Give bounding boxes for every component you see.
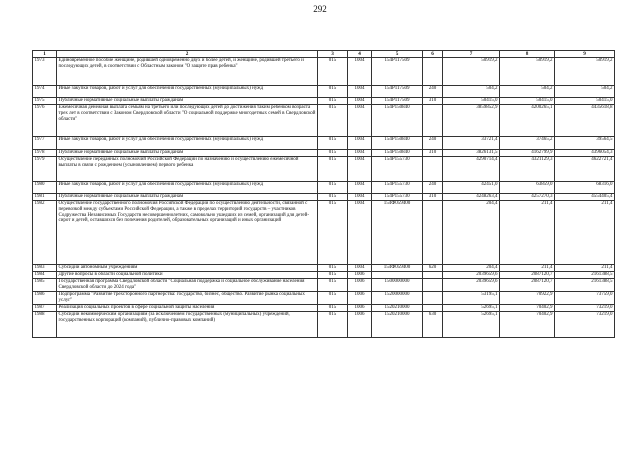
amount-year-2: 2087120,7 — [500, 272, 555, 279]
target-article-code: 154P155730 — [372, 157, 423, 182]
section-code: 1006 — [348, 272, 372, 279]
table-row — [33, 272, 615, 279]
target-article-code: 1500000000 — [372, 279, 423, 292]
row-name: Реализация социальных проектов в сфере социальной защиты населения — [57, 305, 318, 312]
expense-type-code: 240 — [423, 137, 443, 150]
ministry-code: 015 — [318, 157, 348, 182]
table-row — [33, 98, 615, 105]
row-name: Субсидии некоммерческим организациям (за исключением государственных (муниципальных) учреждений, государственных корпораций (компаний), публично-правовых компаний) — [57, 312, 318, 338]
row-name: Ежемесячная денежная выплата семьям на третьего или последующих детей до достижения таким ребенком возраста трех лет в соответствии с Законом Свердловской области "О социальной поддержке многодетных семей в Свердловской области" — [57, 105, 318, 137]
table-row — [33, 292, 615, 305]
ministry-code: 015 — [318, 105, 348, 137]
expense-type-code — [423, 58, 443, 86]
target-article-code: 154P117509 — [372, 86, 423, 98]
amount-year-3: 2161388,5 — [555, 272, 615, 279]
amount-year-2: 50919,2 — [500, 58, 555, 86]
table-row — [33, 137, 615, 150]
expense-type-code: 310 — [423, 150, 443, 157]
amount-year-2: 70922,9 — [500, 292, 555, 305]
table-row — [33, 305, 615, 312]
amount-year-2: 70402,9 — [500, 312, 555, 338]
row-number: 1980 — [33, 182, 57, 194]
section-code: 1004 — [348, 58, 372, 86]
amount-year-2: 2087120,7 — [500, 279, 555, 292]
section-code: 1006 — [348, 292, 372, 305]
ministry-code: 015 — [318, 150, 348, 157]
row-number: 1981 — [33, 194, 57, 201]
amount-year-1: 52695,1 — [443, 305, 500, 312]
table-row — [33, 182, 615, 194]
column-header: 8 — [500, 51, 555, 58]
amount-year-2: 4162799,9 — [500, 150, 555, 157]
amount-year-3: 39564,5 — [555, 137, 615, 150]
ministry-code: 015 — [318, 292, 348, 305]
target-article-code: 1520000000 — [372, 292, 423, 305]
target-article-code: 154P150840 — [372, 137, 423, 150]
ministry-code: 015 — [318, 279, 348, 292]
ministry-code: 015 — [318, 305, 348, 312]
amount-year-1: 50415,0 — [443, 98, 500, 105]
amount-year-3: 73219,0 — [555, 305, 615, 312]
section-code: 1004 — [348, 201, 372, 265]
amount-year-3: 4622721,4 — [555, 157, 615, 182]
row-number: 1973 — [33, 58, 57, 86]
section-code: 1006 — [348, 279, 372, 292]
section-code: 1004 — [348, 265, 372, 272]
column-header: 1 — [33, 51, 57, 58]
amount-year-3: 73219,0 — [555, 312, 615, 338]
table-header-row — [33, 51, 615, 58]
amount-year-1: 53195,1 — [443, 292, 500, 305]
amount-year-2: 211,4 — [500, 265, 555, 272]
amount-year-2: 4257270,3 — [500, 194, 555, 201]
amount-year-2: 50415,0 — [500, 98, 555, 105]
amount-year-2: 63859,0 — [500, 182, 555, 194]
row-number: 1975 — [33, 98, 57, 105]
amount-year-3: 211,4 — [555, 265, 615, 272]
table-row — [33, 58, 615, 86]
amount-year-1: 4290714,4 — [443, 157, 500, 182]
amount-year-3: 50415,0 — [555, 98, 615, 105]
amount-year-2: 37465,2 — [500, 137, 555, 150]
amount-year-2: 4200265,1 — [500, 105, 555, 137]
column-header: 7 — [443, 51, 500, 58]
table-row — [33, 312, 615, 338]
section-code: 1004 — [348, 150, 372, 157]
section-code: 1004 — [348, 86, 372, 98]
ministry-code: 015 — [318, 265, 348, 272]
row-name: Публичные нормативные социальные выплаты гражданам — [57, 194, 318, 201]
amount-year-1: 504,2 — [443, 86, 500, 98]
row-number: 1983 — [33, 265, 57, 272]
row-name: Иные закупки товаров, работ и услуг для обеспечения государственных (муниципальных) нужд — [57, 182, 318, 194]
amount-year-1: 3859852,9 — [443, 105, 500, 137]
expense-type-code: 240 — [423, 182, 443, 194]
expense-type-code — [423, 201, 443, 265]
row-name: Иные закупки товаров, работ и услуг для обеспечения государственных (муниципальных) нужд — [57, 137, 318, 150]
amount-year-2: 4321129,3 — [500, 157, 555, 182]
table-row — [33, 265, 615, 272]
column-header: 9 — [555, 51, 615, 58]
row-name: Субсидии автономным учреждениям — [57, 265, 318, 272]
row-name: Публичные нормативные социальные выплаты гражданам — [57, 150, 318, 157]
expense-type-code: 310 — [423, 194, 443, 201]
row-name: Осуществление государственного полномочия Российской Федерации по осуществлению деятельности, связанной с перевозкой между субъектами Российской Федерации, а также в пределах территорий государств – участников Содружества Независимых Государств несовершеннолетних, самовольно ушедших из семей, организаций для детей-сирот и детей, оставшихся без попечения родителей, образовательных организаций и иных организаций — [57, 201, 318, 265]
column-header: 6 — [423, 51, 443, 58]
column-header: 5 — [372, 51, 423, 58]
row-number: 1986 — [33, 292, 57, 305]
section-code: 1004 — [348, 182, 372, 194]
amount-year-1: 50919,2 — [443, 58, 500, 86]
expense-type-code — [423, 157, 443, 182]
ministry-code: 015 — [318, 137, 348, 150]
section-code: 1006 — [348, 305, 372, 312]
amount-year-3: 73759,0 — [555, 292, 615, 305]
row-number: 1977 — [33, 137, 57, 150]
amount-year-3: 4554405,4 — [555, 194, 615, 201]
ministry-code: 015 — [318, 98, 348, 105]
ministry-code: 015 — [318, 58, 348, 86]
ministry-code: 015 — [318, 182, 348, 194]
amount-year-1: 204,4 — [443, 265, 500, 272]
amount-year-1: 2039659,6 — [443, 272, 500, 279]
amount-year-3: 4396054,3 — [555, 150, 615, 157]
row-number: 1985 — [33, 279, 57, 292]
row-name: Государственная программа Свердловской области "Социальная поддержка и социальное обслуживание населения Свердловской области до 2024 года" — [57, 279, 318, 292]
amount-year-3: 50919,2 — [555, 58, 615, 86]
row-number: 1984 — [33, 272, 57, 279]
ministry-code: 015 — [318, 272, 348, 279]
expense-type-code: 630 — [423, 312, 443, 338]
target-article-code: 154P150840 — [372, 105, 423, 137]
amount-year-2: 211,4 — [500, 201, 555, 265]
table-row — [33, 194, 615, 201]
target-article-code: 1520210000 — [372, 312, 423, 338]
target-article-code: 154P155730 — [372, 194, 423, 201]
target-article-code: 154Ф059400 — [372, 201, 423, 265]
ministry-code: 015 — [318, 312, 348, 338]
amount-year-1: 204,4 — [443, 201, 500, 265]
target-article-code — [372, 272, 423, 279]
expense-type-code: 240 — [423, 86, 443, 98]
row-number: 1976 — [33, 105, 57, 137]
section-code: 1004 — [348, 105, 372, 137]
column-header: 2 — [57, 51, 318, 58]
expense-type-code — [423, 305, 443, 312]
section-code: 1004 — [348, 194, 372, 201]
target-article-code: 154P150840 — [372, 150, 423, 157]
table-row — [33, 105, 615, 137]
table-row — [33, 86, 615, 98]
amount-year-3: 2161388,5 — [555, 279, 615, 292]
row-number: 1979 — [33, 157, 57, 182]
section-code: 1004 — [348, 98, 372, 105]
amount-year-3: 211,4 — [555, 201, 615, 265]
row-name: Осуществление переданных полномочий Российской Федерации по назначению и осуществлению ежемесячной выплаты в связи с рождением (усыновлением) первого ребенка — [57, 157, 318, 182]
budget-table — [32, 50, 615, 338]
row-name: Другие вопросы в области социальной политики — [57, 272, 318, 279]
expense-type-code — [423, 292, 443, 305]
table-row — [33, 157, 615, 182]
page-number: 292 — [313, 4, 327, 14]
expense-type-code — [423, 272, 443, 279]
section-code: 1006 — [348, 312, 372, 338]
column-header: 3 — [318, 51, 348, 58]
target-article-code: 154P117509 — [372, 98, 423, 105]
row-name: Единовременное пособие женщине, родившей одновременно двух и более детей, и женщине, родившей третьего и последующих детей, в соответствии с Областным законом "О защите прав ребенка" — [57, 58, 318, 86]
expense-type-code — [423, 279, 443, 292]
expense-type-code — [423, 105, 443, 137]
row-number: 1988 — [33, 312, 57, 338]
amount-year-2: 504,2 — [500, 86, 555, 98]
target-article-code: 154P155730 — [372, 182, 423, 194]
table-row — [33, 279, 615, 292]
amount-year-3: 68316,0 — [555, 182, 615, 194]
amount-year-1: 2039659,6 — [443, 279, 500, 292]
row-name: Подпрограмма "Развитие трехсторонного партнерства: государство, бизнес, общество. Развитие рынка социальных услуг" — [57, 292, 318, 305]
ministry-code: 015 — [318, 86, 348, 98]
amount-year-1: 4248263,4 — [443, 194, 500, 201]
table-row — [33, 201, 615, 265]
amount-year-1: 33721,4 — [443, 137, 500, 150]
target-article-code: 154Ф059400 — [372, 265, 423, 272]
row-name: Публичные нормативные социальные выплаты гражданам — [57, 98, 318, 105]
column-header: 4 — [348, 51, 372, 58]
amount-year-1: 42451,0 — [443, 182, 500, 194]
amount-year-3: 4435618,8 — [555, 105, 615, 137]
expense-type-code: 310 — [423, 98, 443, 105]
row-number: 1978 — [33, 150, 57, 157]
row-name: Иные закупки товаров, работ и услуг для обеспечения государственных (муниципальных) нужд — [57, 86, 318, 98]
target-article-code: 1520210000 — [372, 305, 423, 312]
ministry-code: 015 — [318, 201, 348, 265]
table-row — [33, 150, 615, 157]
row-number: 1974 — [33, 86, 57, 98]
amount-year-2: 70402,9 — [500, 305, 555, 312]
ministry-code: 015 — [318, 194, 348, 201]
amount-year-1: 3826131,5 — [443, 150, 500, 157]
section-code: 1004 — [348, 137, 372, 150]
expense-type-code: 620 — [423, 265, 443, 272]
amount-year-1: 52695,1 — [443, 312, 500, 338]
row-number: 1987 — [33, 305, 57, 312]
row-number: 1982 — [33, 201, 57, 265]
section-code: 1004 — [348, 157, 372, 182]
amount-year-3: 504,2 — [555, 86, 615, 98]
target-article-code: 154P117509 — [372, 58, 423, 86]
